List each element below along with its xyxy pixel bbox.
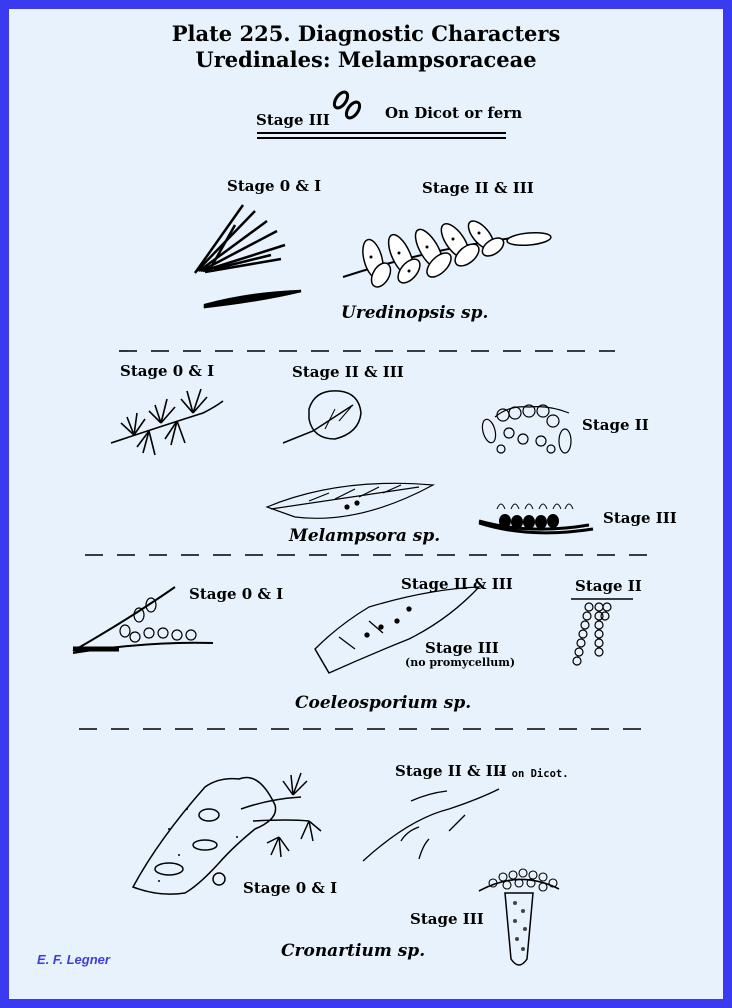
plate xyxy=(9,9,723,999)
cronartium-stage-iii-label: Stage III xyxy=(410,910,484,928)
header-double-rule xyxy=(257,133,506,138)
cronartium-on-dicot-note: = on Dicot. xyxy=(499,768,569,780)
teliospore-pair-illustration xyxy=(332,90,363,120)
coleosporium-stage-ii-iii-label: Stage II & III xyxy=(401,575,513,593)
coleosporium-species-label: Coeleosporium sp. xyxy=(295,693,472,713)
telial-columns-illustration xyxy=(363,789,499,861)
spore-chains-illustration xyxy=(571,599,633,665)
larch-branch-illustration xyxy=(111,389,223,455)
uredinopsis-species-label: Uredinopsis sp. xyxy=(341,303,489,323)
melampsora-stage-0-i-label: Stage 0 & I xyxy=(120,362,215,380)
header-stage-label: Stage III xyxy=(256,111,330,129)
melampsora-stage-iii-label: Stage III xyxy=(603,509,677,527)
pine-needles-illustration xyxy=(195,205,301,307)
header-host-label: On Dicot or fern xyxy=(385,104,523,122)
uredinopsis-stage-ii-iii-label: Stage II & III xyxy=(422,179,534,197)
cronartium-species-label: Cronartium sp. xyxy=(281,941,426,961)
melampsora-stage-ii-iii-label: Stage II & III xyxy=(292,363,404,381)
plate-subtitle: Uredinales: Melampsoraceae xyxy=(195,47,537,72)
willow-leaf-illustration xyxy=(267,483,433,518)
coleosporium-stage-ii-label: Stage II xyxy=(575,577,642,595)
author-credit: E. F. Legner xyxy=(37,952,110,967)
melampsora-stage-ii-label: Stage II xyxy=(582,416,649,434)
uredinopsis-stage-0-i-label: Stage 0 & I xyxy=(227,177,322,195)
pine-branch-blister-illustration xyxy=(133,773,321,894)
plate-drawings xyxy=(9,9,723,999)
coleosporium-stage-0-i-label: Stage 0 & I xyxy=(189,585,284,603)
telia-crust-illustration xyxy=(479,504,593,533)
urediospore-cluster-illustration xyxy=(480,405,571,453)
coleosporium-no-promycelium-note: (no promycellum) xyxy=(405,656,516,669)
aspen-leaf-illustration xyxy=(283,391,361,443)
telial-column-section-illustration xyxy=(479,869,559,965)
cronartium-stage-0-i-label: Stage 0 & I xyxy=(243,879,338,897)
melampsora-species-label: Melampsora sp. xyxy=(289,526,441,546)
plate-title: Plate 225. Diagnostic Characters xyxy=(171,21,561,46)
cronartium-stage-ii-iii-label: Stage II & III xyxy=(395,762,507,780)
coleosporium-stage-iii-label: Stage III xyxy=(425,639,499,657)
fern-frond-illustration xyxy=(343,217,551,290)
